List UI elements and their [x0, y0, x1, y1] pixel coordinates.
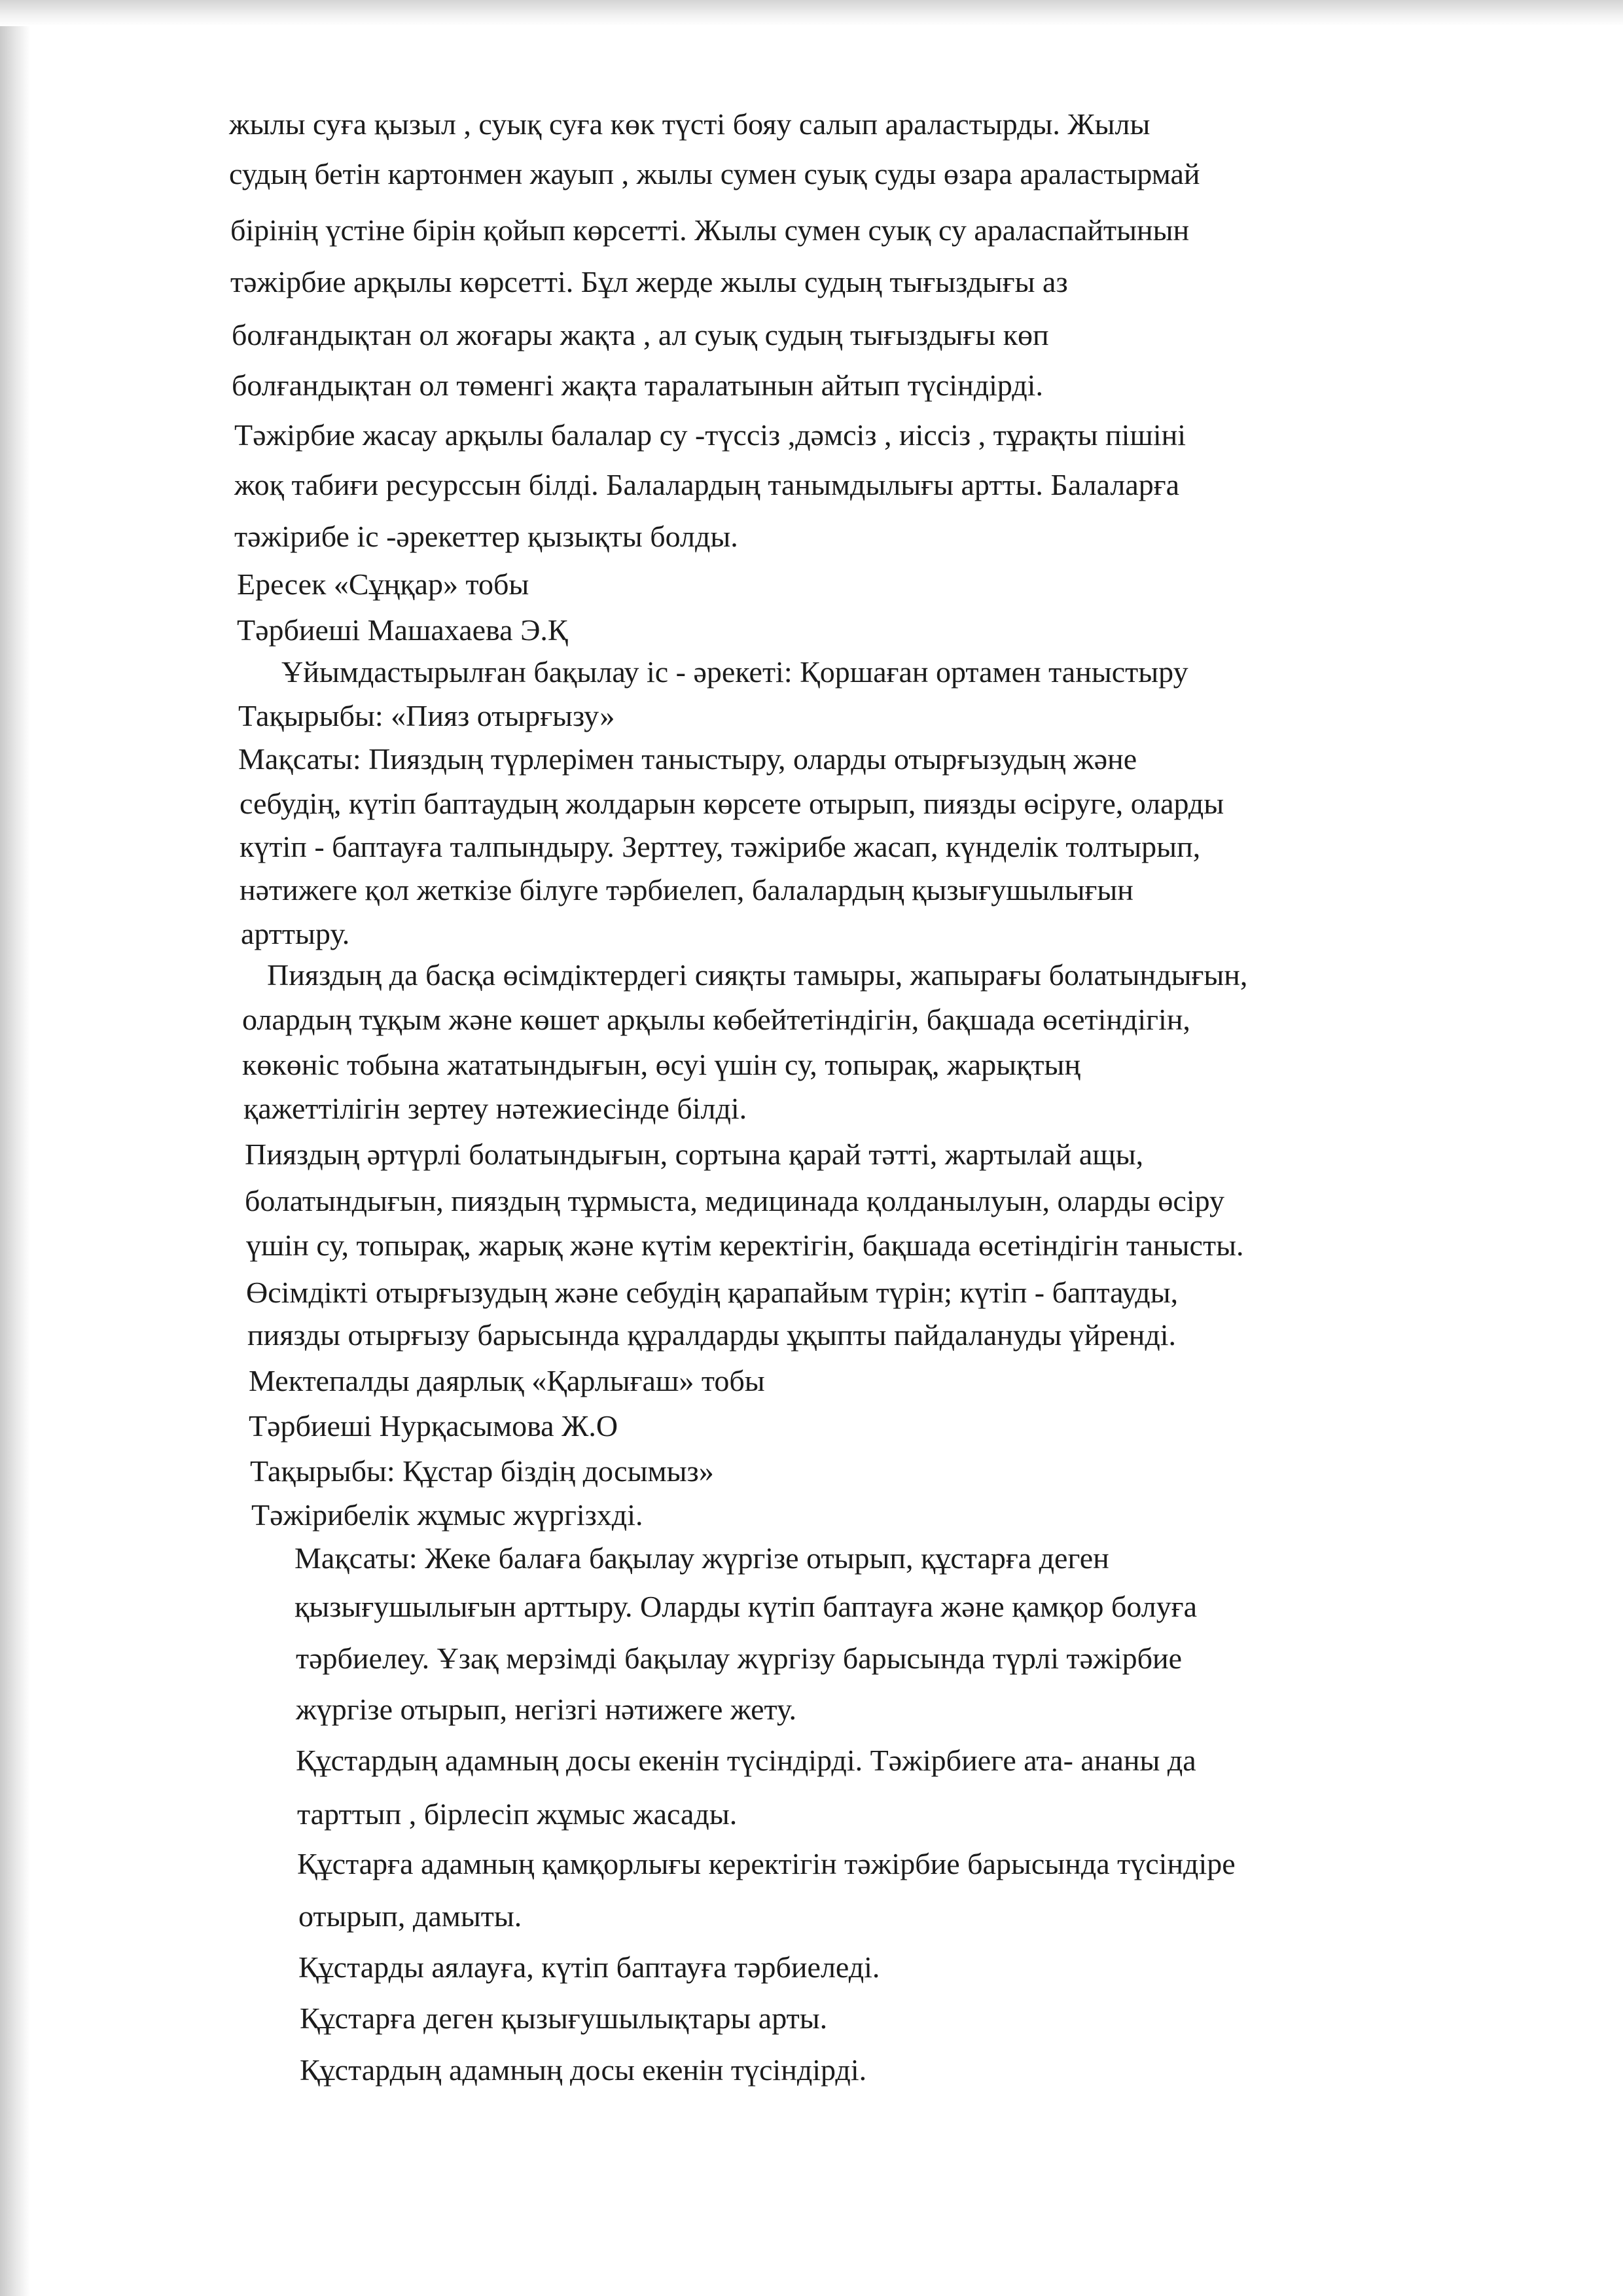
text-line: жоқ табиғи ресурссын білді. Балалардың танымдылығы артты. Балаларға [234, 468, 1180, 501]
text-line: олардың тұқым және көшет арқылы көбейтетіндігін, бақшада өсетіндігін, [242, 1003, 1190, 1036]
text-line: отырып, дамыты. [298, 1899, 522, 1933]
text-line: себудің, күтіп баптаудың жолдарын көрсете отырып, пиязды өсіруге, оларды [240, 787, 1224, 820]
text-line: Құстарға деген қызығушылықтары арты. [300, 2001, 828, 2035]
topic-line: Тақырыбы: Құстар біздің досымыз» [250, 1454, 714, 1488]
topic-line: Тақырыбы: «Пияз отырғызу» [238, 699, 615, 732]
text-line: Мақсаты: Жеке балаға бақылау жүргізе отырып, құстарға деген [294, 1541, 1109, 1575]
text-line: Тәжірибелік жұмыс жүргізхді. [251, 1498, 643, 1532]
text-line: үшін су, топырақ, жарық және күтім керектігін, бақшада өсетіндігін танысты. [246, 1229, 1244, 1262]
text-line: күтіп - баптауға талпындыру. Зерттеу, тәжірибе жасап, күнделік толтырып, [240, 830, 1201, 863]
text-line: көкөніс тобына жататындығын, өсуі үшін су, топырақ, жарықтың [242, 1048, 1081, 1081]
group-title: Ересек «Сұңқар» тобы [237, 567, 529, 601]
text-line: Тәжірбие жасау арқылы балалар су -түссіз ,дәмсіз , иіссіз , тұрақты пішіні [234, 418, 1186, 452]
text-line: жүргізе отырып, негізгі нәтижеге жету. [296, 1693, 796, 1726]
text-line: болғандықтан ол төменгі жақта таралатынын айтып түсіндірді. [232, 368, 1043, 402]
text-line: Пияздың да басқа өсімдіктердегі сияқты тамыры, жапырағы болатындығын, [267, 958, 1248, 992]
text-line: Пияздың әртүрлі болатындығын, сортына қарай тәтті, жартылай ащы, [245, 1138, 1144, 1171]
text-line: Мақсаты: Пияздың түрлерімен таныстыру, оларды отырғызудың және [238, 742, 1137, 776]
text-line: Құстардың адамның досы екенін түсіндірді. [300, 2053, 867, 2087]
text-line: қажеттілігін зертеу нәтежиесінде білді. [243, 1092, 747, 1125]
text-line: тарттып , бірлесіп жұмыс жасады. [297, 1797, 738, 1831]
text-line: пиязды отырғызу барысында құралдарды ұқыпты пайдалануды үйренді. [247, 1318, 1177, 1352]
text-line: нәтижеге қол жеткізе білуге тәрбиелеп, балалардың қызығушылығын [240, 873, 1133, 906]
text-line: болғандықтан ол жоғары жақта , ал суық судың тығыздығы көп [232, 318, 1049, 351]
text-line: тәжірбие арқылы көрсетті. Бұл жерде жылы судың тығыздығы аз [230, 265, 1068, 298]
text-line: Құстарды аялауға, күтіп баптауға тәрбиеледі. [298, 1950, 880, 1984]
text-line: Құстардың адамның досы екенін түсіндірді. Тәжірбиеге ата- ананы да [296, 1744, 1196, 1777]
text-line: тәрбиелеу. Ұзақ мерзімді бақылау жүргізу барысында түрлі тәжірбие [296, 1641, 1183, 1675]
text-line: Құстарға адамның қамқорлығы керектігін тәжірбие барысында түсіндіре [297, 1847, 1236, 1880]
text-line: болатындығын, пияздың тұрмыста, медицинада қолданылуын, оларды өсіру [245, 1184, 1224, 1217]
teacher-name: Тәрбиеші Нурқасымова Ж.О [249, 1409, 618, 1443]
text-line: Өсімдікті отырғызудың және себудің қарапайым түрін; күтіп - баптауды, [246, 1276, 1179, 1309]
text-line: жылы суға қызыл , суық суға көк түсті бояу салып араластырды. Жылы [229, 107, 1150, 141]
text-line: қызығушылығын арттыру. Оларды күтіп баптауға және қамқор болуға [294, 1590, 1197, 1623]
group-title: Мектепалды даярлық «Қарлығаш» тобы [249, 1364, 765, 1397]
teacher-name: Тәрбиеші Машахаева Э.Қ [237, 613, 568, 647]
text-line: арттыру. [241, 917, 350, 950]
activity-heading: Ұйымдастырылған бақылау іс - әрекеті: Қоршаған ортамен таныстыру [281, 655, 1188, 689]
text-line: бірінің үстіне бірін қойып көрсетті. Жылы сумен суық су араласпайтынын [230, 213, 1190, 247]
text-line: судың бетін картонмен жауып , жылы сумен суық суды өзара араластырмай [229, 157, 1200, 190]
text-line: тәжірибе іс -әрекеттер қызықты болды. [234, 520, 738, 553]
